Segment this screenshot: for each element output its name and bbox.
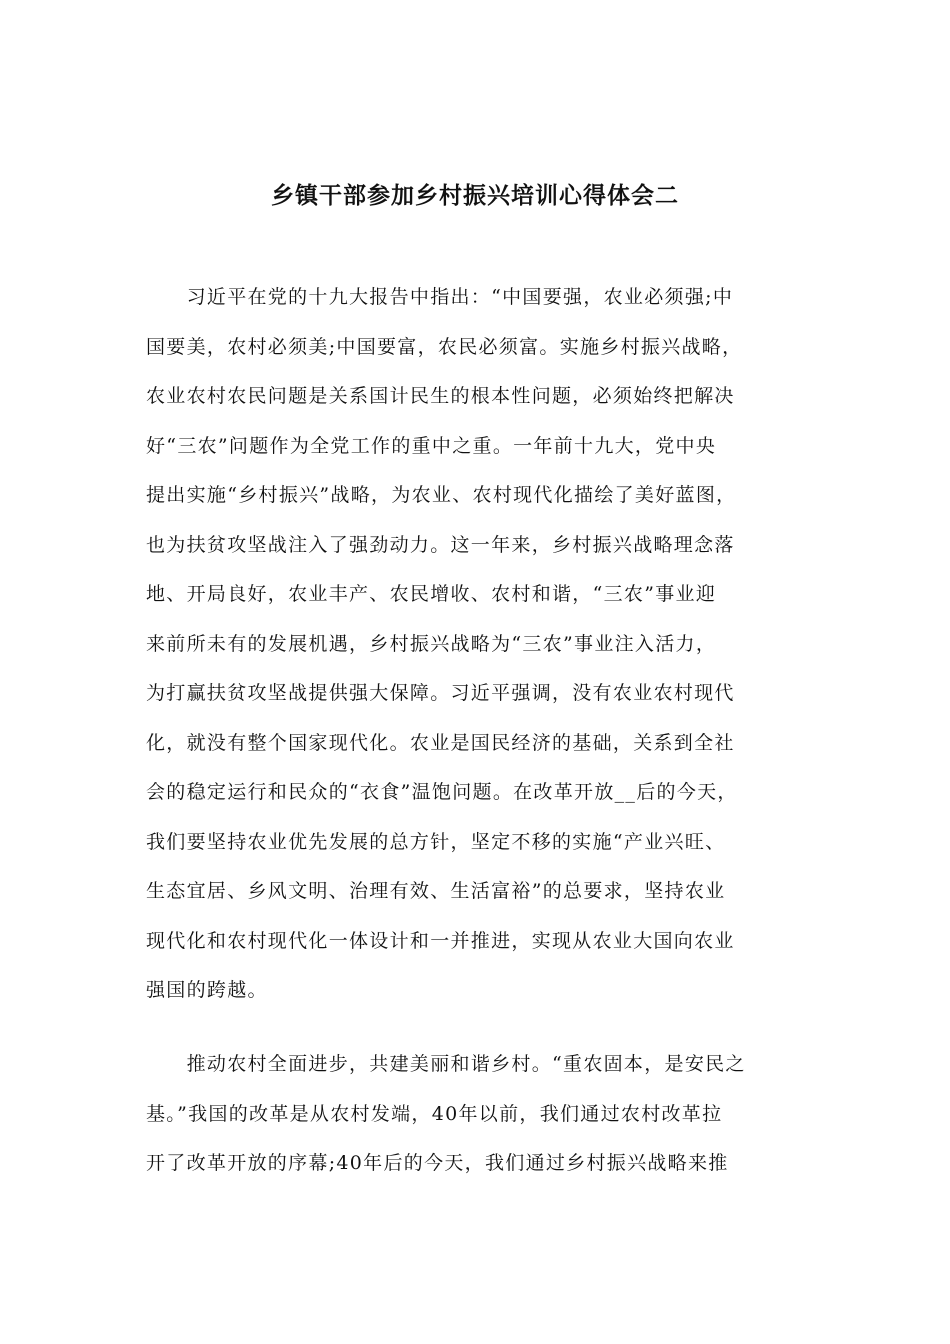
- text-line: 推动农村全面进步，共建美丽和谐乡村。“重农固本，是安民之: [146, 1053, 746, 1075]
- text-line: 国要美，农村必须美;中国要富，农民必须富。实施乡村振兴战略，: [146, 335, 743, 358]
- text-line: 现代化和农村现代化一体设计和一并推进，实现从农业大国向农业: [146, 929, 735, 952]
- text-line: 也为扶贫攻坚战注入了强劲动力。这一年来，乡村振兴战略理念落: [146, 533, 735, 556]
- text-line: 化，就没有整个国家现代化。农业是国民经济的基础，关系到全社: [146, 731, 735, 754]
- text-line: 农业农村农民问题是关系国计民生的根本性问题，必须始终把解决: [146, 385, 735, 407]
- text-line: 会的稳定运行和民众的“衣食”温饱问题。在改革开放__后的今天，: [146, 781, 738, 803]
- text-line: 为打赢扶贫攻坚战提供强大保障。习近平强调，没有农业农村现代: [146, 682, 735, 704]
- text-line: 强国的跨越。: [146, 979, 268, 1001]
- paragraph-2: [146, 1040, 826, 1189]
- text-line: 生态宜居、乡风文明、治理有效、生活富裕”的总要求，坚持农业: [146, 880, 726, 902]
- text-line: 提出实施“乡村振兴”战略，为农业、农村现代化描绘了美好蓝图，: [146, 484, 737, 506]
- text-line: 地、开局良好，农业丰产、农民增收、农村和谐，“三农”事业迎: [146, 583, 717, 605]
- text-line: 来前所未有的发展机遇，乡村振兴战略为“三农”事业注入活力，: [146, 632, 717, 655]
- document-title: 乡镇干部参加乡村振兴培训心得体会二: [271, 182, 679, 209]
- text-line: 基。”我国的改革是从农村发端，40年以前，我们通过农村改革拉: [146, 1102, 723, 1125]
- text-line: 习近平在党的十九大报告中指出：“中国要强，农业必须强;中: [146, 286, 734, 308]
- text-line: 好“三农”问题作为全党工作的重中之重。一年前十九大，党中央: [146, 434, 717, 457]
- paragraph-1: [146, 273, 826, 1016]
- text-line: 开了改革开放的序幕;40年后的今天，我们通过乡村振兴战略来推: [146, 1152, 729, 1174]
- text-line: 我们要坚持农业优先发展的总方针，坚定不移的实施“产业兴旺、: [146, 830, 726, 853]
